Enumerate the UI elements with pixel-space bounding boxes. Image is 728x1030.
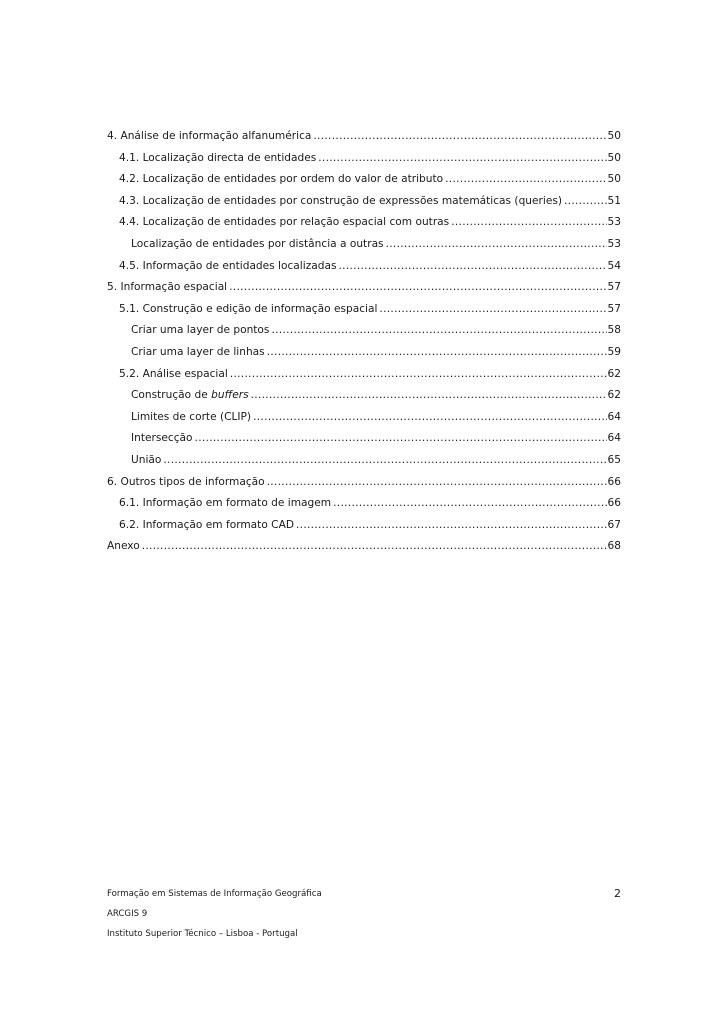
footer-line-1 — [107, 888, 621, 908]
toc-entry-title-text: Construção de — [131, 389, 212, 402]
toc-entry-title-text: 5.2. Análise espacial — [119, 367, 228, 380]
toc-dot-leader — [163, 452, 606, 468]
toc-entry[interactable] — [107, 301, 621, 323]
toc-entry-page-number: 57 — [607, 281, 621, 294]
toc-entry-title-text: 4.4. Localização de entidades por relação espacial com outras — [119, 216, 450, 229]
toc-dot-leader — [296, 517, 607, 533]
toc-entry-title — [107, 128, 313, 144]
toc-entry[interactable] — [107, 258, 621, 280]
toc-entry-page-number: 65 — [607, 453, 621, 466]
toc-entry-title — [107, 474, 267, 490]
toc-entry-title — [131, 430, 195, 446]
toc-entry-page-number: 59 — [607, 345, 621, 358]
toc-dot-leader — [267, 344, 607, 360]
toc-dot-leader — [313, 128, 606, 144]
toc-entry[interactable] — [107, 193, 621, 215]
toc-entry-title-text: Intersecção — [131, 432, 193, 445]
toc-entry[interactable] — [107, 279, 621, 301]
table-of-contents — [107, 128, 621, 560]
toc-entry-page-number: 54 — [607, 259, 621, 272]
toc-entry-title-text: Anexo — [107, 540, 140, 553]
toc-entry-title — [131, 236, 386, 252]
toc-dot-leader — [251, 387, 607, 403]
page-footer — [107, 888, 621, 948]
toc-dot-leader — [338, 258, 606, 274]
footer-line-2 — [107, 908, 621, 928]
toc-entry[interactable] — [107, 171, 621, 193]
toc-entry-title-text: 6.1. Informação em formato de imagem — [119, 497, 332, 510]
toc-entry-title — [119, 258, 338, 274]
toc-dot-leader — [230, 366, 607, 382]
toc-entry-title-text: 6. Outros tipos de informação — [107, 475, 265, 488]
toc-entry-page-number: 62 — [607, 367, 621, 380]
toc-entry-title — [131, 344, 267, 360]
toc-dot-leader — [253, 409, 606, 425]
toc-entry-title — [107, 279, 229, 295]
toc-entry-page-number: 50 — [607, 130, 621, 142]
toc-entry[interactable] — [107, 474, 621, 496]
toc-entry[interactable] — [107, 517, 621, 539]
page-number: 2 — [614, 887, 621, 900]
toc-entry-page-number: 68 — [607, 540, 621, 553]
toc-entry[interactable] — [107, 452, 621, 474]
toc-entry-title — [119, 366, 230, 382]
toc-entry[interactable] — [107, 366, 621, 388]
toc-dot-leader — [195, 430, 607, 446]
toc-entry-page-number: 51 — [607, 194, 621, 207]
toc-entry-title-text: Criar uma layer de linhas — [131, 345, 265, 358]
toc-entry[interactable] — [107, 495, 621, 517]
toc-entry-title-text: Localização de entidades por distância a outras — [131, 237, 384, 250]
toc-entry-page-number: 50 — [607, 173, 621, 186]
toc-entry-page-number: 64 — [607, 432, 621, 445]
toc-entry-page-number: 66 — [607, 475, 621, 488]
toc-entry-page-number: 62 — [607, 389, 621, 402]
toc-entry[interactable] — [107, 150, 621, 172]
toc-entry-page-number: 66 — [607, 497, 621, 510]
toc-dot-leader — [564, 193, 607, 209]
toc-entry-title-text: 4.3. Localização de entidades por construção de expressões matemáticas (queries) — [119, 194, 562, 207]
toc-dot-leader — [142, 538, 607, 554]
toc-entry[interactable] — [107, 322, 621, 344]
footer-line-3 — [107, 928, 621, 948]
toc-entry-title — [119, 495, 333, 511]
toc-entry-page-number: 53 — [607, 237, 621, 250]
toc-entry-title — [119, 214, 451, 230]
toc-dot-leader — [271, 322, 606, 338]
toc-entry-title-italic: buffers — [211, 389, 249, 402]
toc-entry-title-text: 4.2. Localização de entidades por ordem do valor de atributo — [119, 173, 444, 186]
toc-entry-title — [119, 517, 296, 533]
toc-entry-title — [131, 387, 251, 403]
toc-dot-leader — [445, 171, 606, 187]
toc-entry-page-number: 50 — [607, 151, 621, 164]
toc-entry-page-number: 67 — [607, 518, 621, 531]
toc-dot-leader — [451, 214, 606, 230]
toc-dot-leader — [386, 236, 607, 252]
toc-entry-title-text: 4.1. Localização directa de entidades — [119, 151, 317, 164]
footer-course-title: Formação em Sistemas de Informação Geográfica — [107, 889, 322, 899]
toc-entry-page-number: 58 — [607, 324, 621, 337]
toc-entry-page-number: 64 — [607, 410, 621, 423]
toc-entry[interactable] — [107, 538, 621, 560]
toc-entry-title — [131, 322, 271, 338]
footer-institution: Instituto Superior Técnico – Lisboa - Portugal — [107, 929, 298, 939]
toc-entry[interactable] — [107, 236, 621, 258]
toc-entry-title-text: 6.2. Informação em formato CAD — [119, 518, 294, 531]
toc-entry-title-text: União — [131, 453, 162, 466]
toc-dot-leader — [318, 150, 606, 166]
toc-dot-leader — [267, 474, 607, 490]
toc-entry-title — [107, 538, 142, 554]
toc-entry-title — [119, 150, 318, 166]
toc-entry[interactable] — [107, 214, 621, 236]
footer-software: ARCGIS 9 — [107, 909, 148, 919]
toc-entry[interactable] — [107, 128, 621, 150]
toc-entry[interactable] — [107, 344, 621, 366]
toc-entry-title-text: 5.1. Construção e edição de informação espacial — [119, 302, 378, 315]
toc-entry[interactable] — [107, 409, 621, 431]
toc-dot-leader — [333, 495, 606, 511]
toc-entry[interactable] — [107, 430, 621, 452]
toc-entry-title — [131, 409, 253, 425]
toc-entry-title — [119, 193, 564, 209]
toc-entry-title — [119, 301, 379, 317]
toc-entry-title — [131, 452, 163, 468]
toc-dot-leader — [229, 279, 606, 295]
toc-entry-title — [119, 171, 445, 187]
toc-entry-title-text: Limites de corte (CLIP) — [131, 410, 252, 423]
toc-entry-page-number: 53 — [607, 216, 621, 229]
toc-entry-title-text: 5. Informação espacial — [107, 281, 228, 294]
toc-entry-page-number: 57 — [607, 302, 621, 315]
toc-entry-title-text: 4.5. Informação de entidades localizadas — [119, 259, 337, 272]
toc-entry-title-text: Criar uma layer de pontos — [131, 324, 270, 337]
toc-entry-title-text: 4. Análise de informação alfanumérica — [107, 130, 312, 142]
toc-dot-leader — [379, 301, 606, 317]
toc-entry[interactable] — [107, 387, 621, 409]
